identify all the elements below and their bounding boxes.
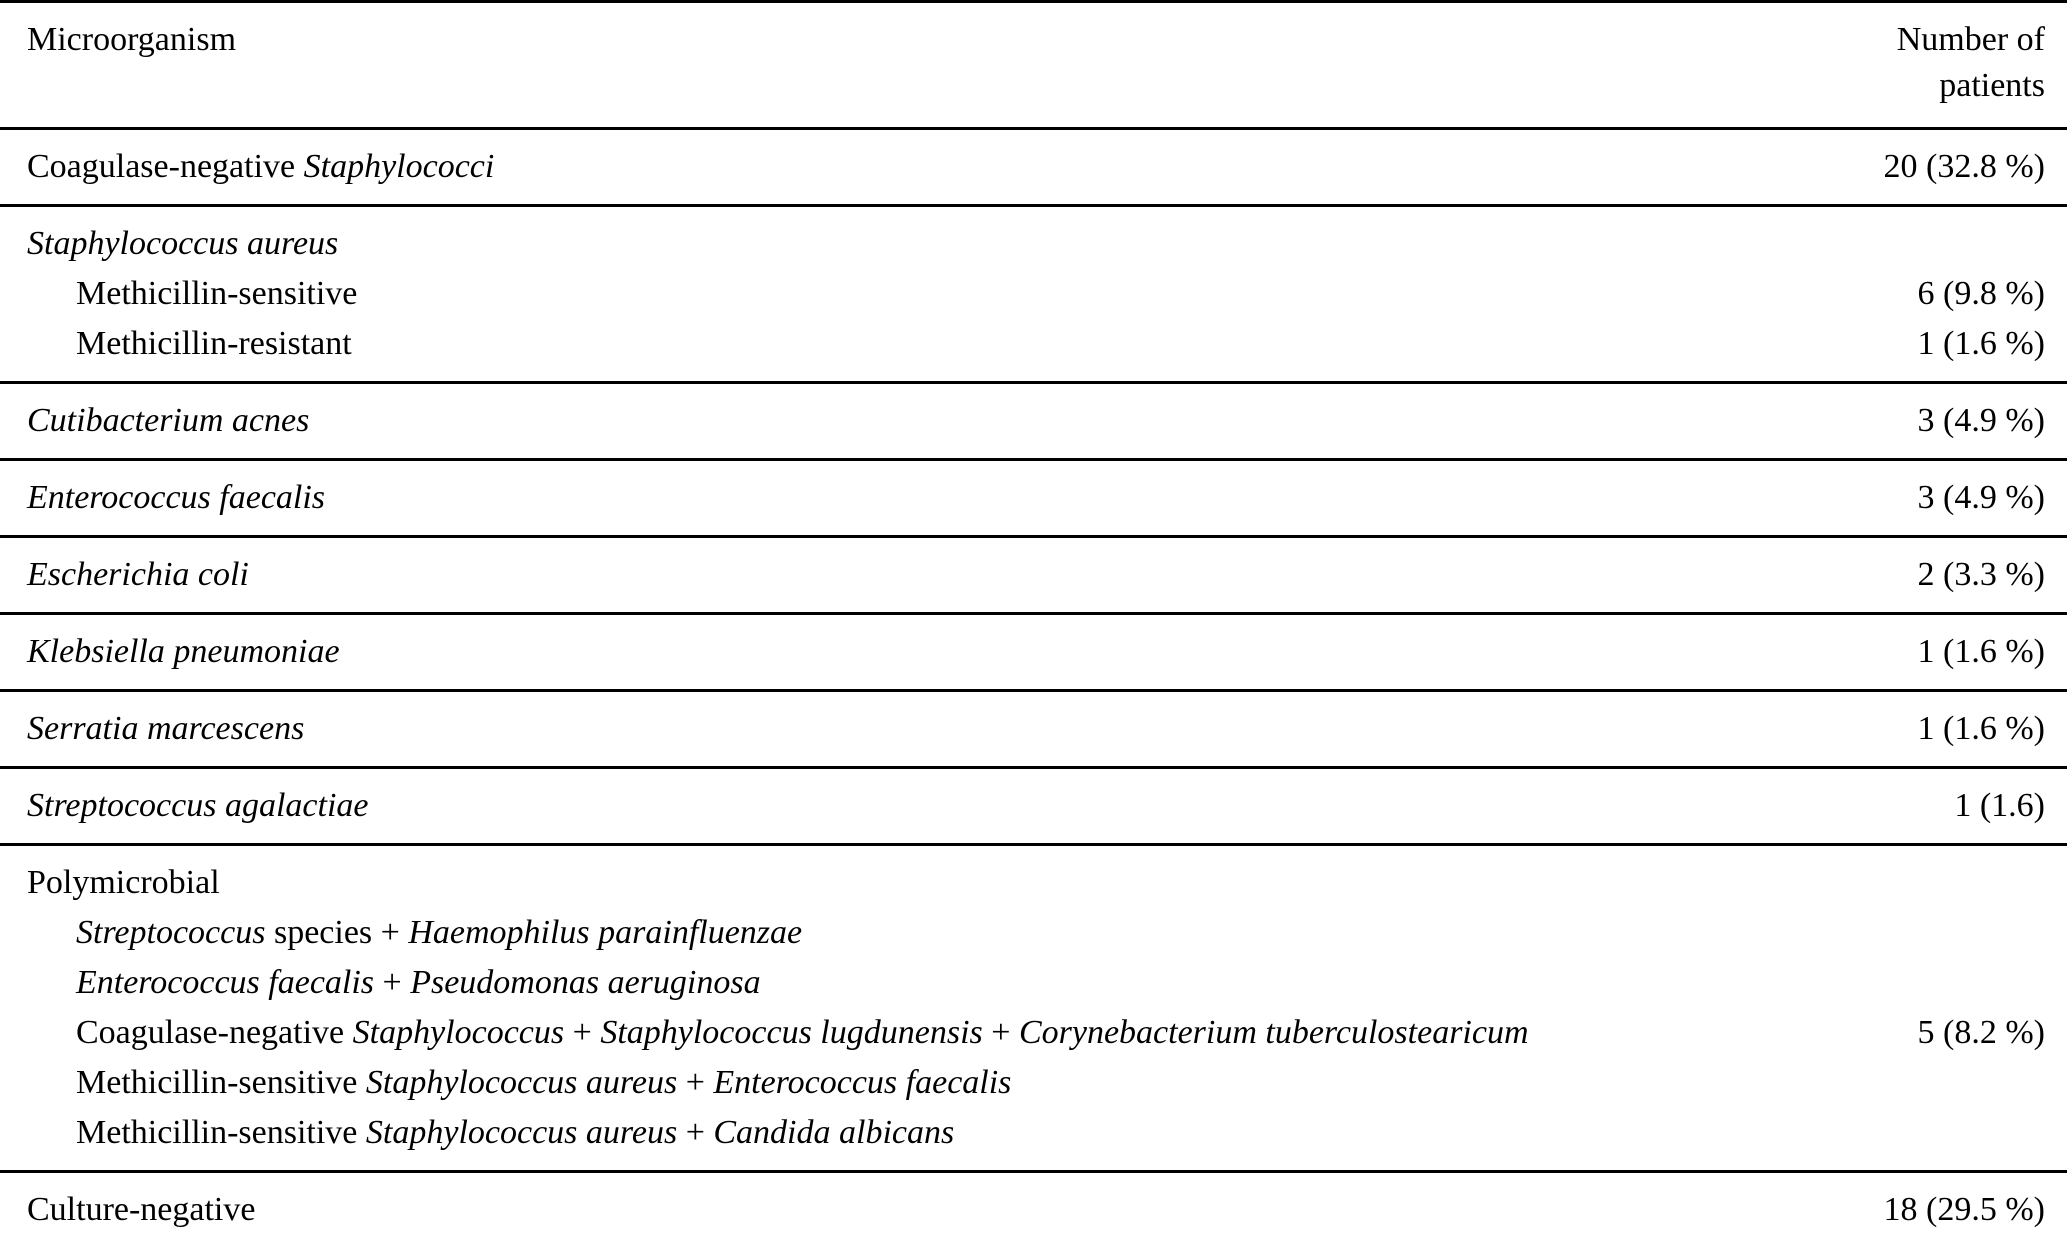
species-name: Staphylococcus lugdunensis bbox=[600, 1014, 983, 1051]
species-name: Staphylococcus bbox=[352, 1014, 565, 1051]
table-row bbox=[0, 129, 2067, 206]
patient-count-cell bbox=[1827, 1108, 2067, 1172]
patient-count-cell: 1 (1.6 %) bbox=[1917, 325, 2045, 362]
table-row bbox=[0, 845, 2067, 909]
table-section bbox=[0, 460, 2067, 537]
species-name: Serratia marcescens bbox=[27, 710, 305, 747]
microorganism-cell bbox=[0, 319, 1827, 383]
table-row bbox=[0, 460, 2067, 537]
patient-count-cell: 3 (4.9 %) bbox=[1917, 402, 2045, 439]
text-segment: + bbox=[677, 1114, 714, 1151]
microorganism-cell bbox=[0, 691, 1827, 768]
patient-count-cell: 1 (1.6 %) bbox=[1917, 710, 2045, 747]
table-row bbox=[0, 691, 2067, 768]
patient-count-cell: 3 (4.9 %) bbox=[1917, 479, 2045, 516]
species-name: Streptococcus agalactiae bbox=[27, 787, 369, 824]
species-name: Escherichia coli bbox=[27, 556, 249, 593]
patient-count-cell bbox=[1827, 958, 2067, 1008]
table-section bbox=[0, 768, 2067, 845]
text-segment: Methicillin-sensitive bbox=[76, 1064, 366, 1101]
text-segment: + bbox=[677, 1064, 714, 1101]
table-row bbox=[0, 383, 2067, 460]
column-header-microorganism: Microorganism bbox=[0, 2, 1827, 129]
table-section bbox=[0, 845, 2067, 1172]
table-row bbox=[0, 614, 2067, 691]
table-row bbox=[0, 1172, 2067, 1244]
table-row bbox=[0, 269, 2067, 319]
microorganism-cell bbox=[0, 269, 1827, 319]
microorganism-cell bbox=[0, 383, 1827, 460]
species-name: Candida albicans bbox=[713, 1114, 955, 1151]
patient-count-cell bbox=[1827, 206, 2067, 270]
text-segment: + bbox=[564, 1014, 601, 1051]
species-name: Enterococcus faecalis bbox=[713, 1064, 1012, 1101]
table-section bbox=[0, 537, 2067, 614]
microorganism-cell bbox=[0, 845, 1827, 909]
table-section bbox=[0, 1172, 2067, 1244]
species-name: Klebsiella pneumoniae bbox=[27, 633, 340, 670]
text-segment: Methicillin-sensitive bbox=[76, 1114, 366, 1151]
table-row bbox=[0, 1108, 2067, 1172]
species-name: Enterococcus faecalis bbox=[76, 964, 375, 1001]
table-section bbox=[0, 383, 2067, 460]
table-row bbox=[0, 537, 2067, 614]
species-name: Pseudomonas aeruginosa bbox=[410, 964, 761, 1001]
text-segment: Culture-negative bbox=[27, 1191, 256, 1228]
header-row bbox=[0, 2, 2067, 129]
species-name: Staphylococcus aureus bbox=[365, 1114, 678, 1151]
species-name: Staphylococcus aureus bbox=[365, 1064, 678, 1101]
table-section bbox=[0, 206, 2067, 383]
table-section bbox=[0, 691, 2067, 768]
patient-count-cell: 5 (8.2 %) bbox=[1917, 1014, 2045, 1051]
microorganism-cell bbox=[0, 460, 1827, 537]
table-row bbox=[0, 958, 2067, 1008]
column-header-number-of-patients: Number of patients bbox=[1827, 2, 2067, 129]
patient-count-cell bbox=[1827, 908, 2067, 958]
text-segment: Coagulase-negative bbox=[76, 1014, 353, 1051]
patient-count-cell: 20 (32.8 %) bbox=[1883, 148, 2045, 185]
table-row bbox=[0, 319, 2067, 383]
species-name: Streptococcus bbox=[76, 914, 266, 951]
table-row bbox=[0, 908, 2067, 958]
text-segment: Coagulase-negative bbox=[27, 148, 304, 185]
microorganism-cell bbox=[0, 537, 1827, 614]
table-header bbox=[0, 2, 2067, 129]
species-name: Corynebacterium tuberculostearicum bbox=[1018, 1014, 1529, 1051]
microorganism-cell bbox=[0, 129, 1827, 206]
microorganism-cell bbox=[0, 206, 1827, 270]
patient-count-cell bbox=[1827, 1058, 2067, 1108]
table-row bbox=[0, 768, 2067, 845]
microorganism-cell bbox=[0, 1058, 1827, 1108]
species-name: Staphylococci bbox=[303, 148, 495, 185]
text-segment: species + bbox=[265, 914, 409, 951]
microorganism-cell bbox=[0, 1008, 1827, 1058]
text-segment: Methicillin-resistant bbox=[76, 325, 352, 362]
species-name: Cutibacterium acnes bbox=[27, 402, 310, 439]
table-row bbox=[0, 1058, 2067, 1108]
patient-count-cell: 1 (1.6) bbox=[1954, 787, 2045, 824]
species-name: Enterococcus faecalis bbox=[27, 479, 326, 516]
patient-count-cell: 18 (29.5 %) bbox=[1883, 1191, 2045, 1228]
patient-count-cell: 6 (9.8 %) bbox=[1917, 275, 2045, 312]
table-section bbox=[0, 129, 2067, 206]
table-row bbox=[0, 206, 2067, 270]
patient-count-cell bbox=[1827, 845, 2067, 909]
table-row bbox=[0, 1008, 2067, 1058]
table-section bbox=[0, 614, 2067, 691]
text-segment: Polymicrobial bbox=[27, 864, 220, 901]
text-segment: + bbox=[982, 1014, 1019, 1051]
text-segment: Methicillin-sensitive bbox=[76, 275, 358, 312]
microorganism-cell bbox=[0, 908, 1827, 958]
microorganism-cell bbox=[0, 1108, 1827, 1172]
patient-count-cell: 2 (3.3 %) bbox=[1917, 556, 2045, 593]
microorganism-cell bbox=[0, 614, 1827, 691]
text-segment: + bbox=[374, 964, 411, 1001]
microorganism-cell bbox=[0, 768, 1827, 845]
microorganism-cell bbox=[0, 1172, 1827, 1244]
species-name: Staphylococcus aureus bbox=[27, 225, 339, 262]
species-name: Haemophilus parainfluenzae bbox=[408, 914, 803, 951]
microorganism-cell bbox=[0, 958, 1827, 1008]
patient-count-cell: 1 (1.6 %) bbox=[1917, 633, 2045, 670]
